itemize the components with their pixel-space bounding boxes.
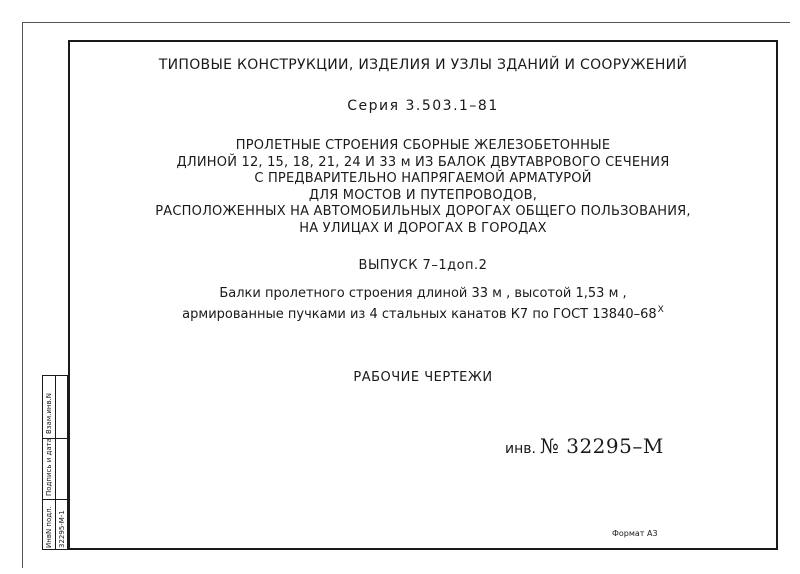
inventory-number-value: № 32295–М <box>539 434 664 458</box>
stamp-inv-label: ИнвN подл. <box>45 506 53 548</box>
description-line-2-text: армированные пучками из 4 стальных канатов К7 по ГОСТ 13840–68 <box>182 307 657 322</box>
stamp-sign-label: Подпись и дата <box>45 438 53 496</box>
format-label: Формат А3 <box>612 529 658 538</box>
series-label: Серия 3.503.1–81 <box>347 98 499 114</box>
description-line-2 <box>68 302 778 323</box>
title-line: ПРОЛЕТНЫЕ СТРОЕНИЯ СБОРНЫЕ ЖЕЛЕЗОБЕТОННЫЕ <box>235 138 611 153</box>
title-line: ДЛЯ МОСТОВ И ПУТЕПРОВОДОВ, <box>308 187 538 203</box>
stamp-row-divider <box>43 499 67 500</box>
title-block <box>68 138 778 237</box>
stamp-replace-label: Взам.инв.N <box>45 392 53 434</box>
stamp-inv-value: 32295-М-1 <box>58 510 66 548</box>
title-line: С ПРЕДВАРИТЕЛЬНО НАПРЯГАЕМОЙ АРМАТУРОЙ <box>254 171 592 186</box>
working-drawings-label: РАБОЧИЕ ЧЕРТЕЖИ <box>353 370 493 385</box>
description-superscript: Х <box>657 305 664 315</box>
inventory-number <box>505 434 664 458</box>
side-stamp <box>42 375 68 550</box>
title-line: РАСПОЛОЖЕННЫХ НА АВТОМОБИЛЬНЫХ ДОРОГАХ ОБЩЕГО ПОЛЬЗОВАНИЯ, <box>155 204 691 219</box>
description-block <box>68 285 778 323</box>
title-line: ДЛИНОЙ 12, 15, 18, 21, 24 И 33 м ИЗ БАЛОК ДВУТАВРОВОГО СЕЧЕНИЯ <box>176 154 670 170</box>
inventory-prefix: инв. <box>505 441 536 457</box>
title-line: НА УЛИЦАХ И ДОРОГАХ В ГОРОДАХ <box>299 220 547 236</box>
header-title: ТИПОВЫЕ КОНСТРУКЦИИ, ИЗДЕЛИЯ И УЗЛЫ ЗДАНИЙ И СООРУЖЕНИЙ <box>158 57 688 73</box>
issue-label: ВЫПУСК 7–1доп.2 <box>358 258 488 273</box>
description-line-1: Балки пролетного строения длиной 33 м , высотой 1,53 м , <box>219 286 627 301</box>
